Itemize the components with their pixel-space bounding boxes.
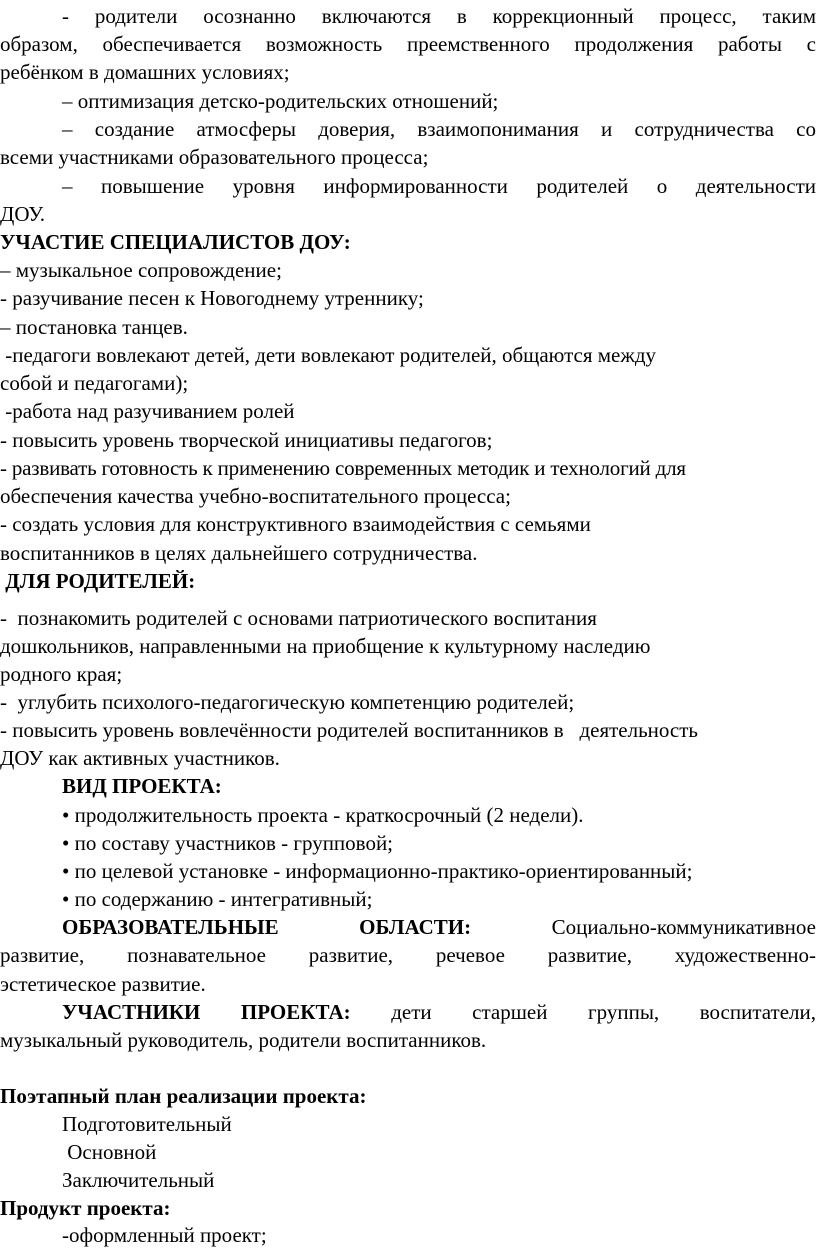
specialists-item: – музыкальное сопровождение; xyxy=(0,258,282,282)
specialists-item: -работа над разучиванием ролей xyxy=(0,399,295,423)
intro-line: ребёнком в домашних условиях; xyxy=(0,60,290,84)
intro-line: - родители осознанно включаются в коррекционный процесс, таким xyxy=(62,4,816,28)
specialists-heading: УЧАСТИЕ СПЕЦИАЛИСТОВ ДОУ: xyxy=(0,230,351,254)
project-type-item: • продолжительность проекта - краткосрочный (2 недели). xyxy=(62,803,584,827)
parents-item: родного края; xyxy=(0,662,123,686)
plan-stage: Основной xyxy=(62,1140,157,1164)
intro-line: образом, обеспечивается возможность преемственного продолжения работы с xyxy=(0,32,816,56)
specialists-item: - создать условия для конструктивного взаимодействия с семьями xyxy=(0,512,591,536)
parents-item: ДОУ как активных участников. xyxy=(0,746,280,770)
product-item: -оформленный проект; xyxy=(62,1223,267,1247)
intro-line: – оптимизация детско-родительских отношений; xyxy=(62,89,499,113)
areas-heading: ОБРАЗОВАТЕЛЬНЫЕ ОБЛАСТИ: xyxy=(62,915,472,939)
parents-item: - повысить уровень вовлечённости родителей воспитанников в деятельность xyxy=(0,718,698,742)
areas-line: развитие, познавательное развитие, речевое развитие, художественно- xyxy=(0,943,816,967)
areas-paragraph xyxy=(62,914,816,941)
participants-line: музыкальный руководитель, родители воспитанников. xyxy=(0,1028,487,1052)
project-type-item: • по составу участников - групповой; xyxy=(62,831,394,855)
parents-item: дошкольников, направленными на приобщение к культурному наследию xyxy=(0,634,651,658)
specialists-item: собой и педагогами); xyxy=(0,371,189,395)
specialists-item: - разучивание песен к Новогоднему утреннику; xyxy=(0,286,424,310)
areas-text: Социально-коммуникативное xyxy=(551,915,816,939)
intro-line: – создание атмосферы доверия, взаимопонимания и сотрудничества со xyxy=(62,117,816,141)
specialists-item: -педагоги вовлекают детей, дети вовлекают родителей, общаются между xyxy=(0,343,657,367)
parents-heading: ДЛЯ РОДИТЕЛЕЙ: xyxy=(0,569,196,593)
plan-stage: Заключительный xyxy=(62,1168,215,1192)
areas-line: эстетическое развитие. xyxy=(0,972,206,996)
intro-line: – повышение уровня информированности родителей о деятельности xyxy=(62,174,816,198)
specialists-item: обеспечения качества учебно-воспитательного процесса; xyxy=(0,484,511,508)
participants-heading: УЧАСТНИКИ ПРОЕКТА: xyxy=(62,1000,351,1024)
project-type-item: • по целевой установке - информационно-практико-ориентированный; xyxy=(62,859,693,883)
plan-stage: Подготовительный xyxy=(62,1112,232,1136)
participants-paragraph xyxy=(62,999,816,1026)
intro-line: всеми участниками образовательного процесса; xyxy=(0,145,429,169)
participants-text: дети старшей группы, воспитатели, xyxy=(391,1000,816,1024)
product-heading: Продукт проекта: xyxy=(0,1196,171,1220)
parents-item: - познакомить родителей с основами патриотического воспитания xyxy=(0,606,597,630)
plan-heading: Поэтапный план реализации проекта: xyxy=(0,1084,367,1108)
specialists-item: – постановка танцев. xyxy=(0,315,188,339)
parents-item: - углубить психолого-педагогическую компетенцию родителей; xyxy=(0,690,575,714)
specialists-item: - повысить уровень творческой инициативы педагогов; xyxy=(0,428,493,452)
intro-line: ДОУ. xyxy=(0,202,46,226)
project-type-heading: ВИД ПРОЕКТА: xyxy=(62,774,222,798)
project-type-item: • по содержанию - интегративный; xyxy=(62,887,373,911)
specialists-item: - развивать готовность к применению современных методик и технологий для xyxy=(0,456,686,480)
specialists-item: воспитанников в целях дальнейшего сотрудничества. xyxy=(0,541,478,565)
